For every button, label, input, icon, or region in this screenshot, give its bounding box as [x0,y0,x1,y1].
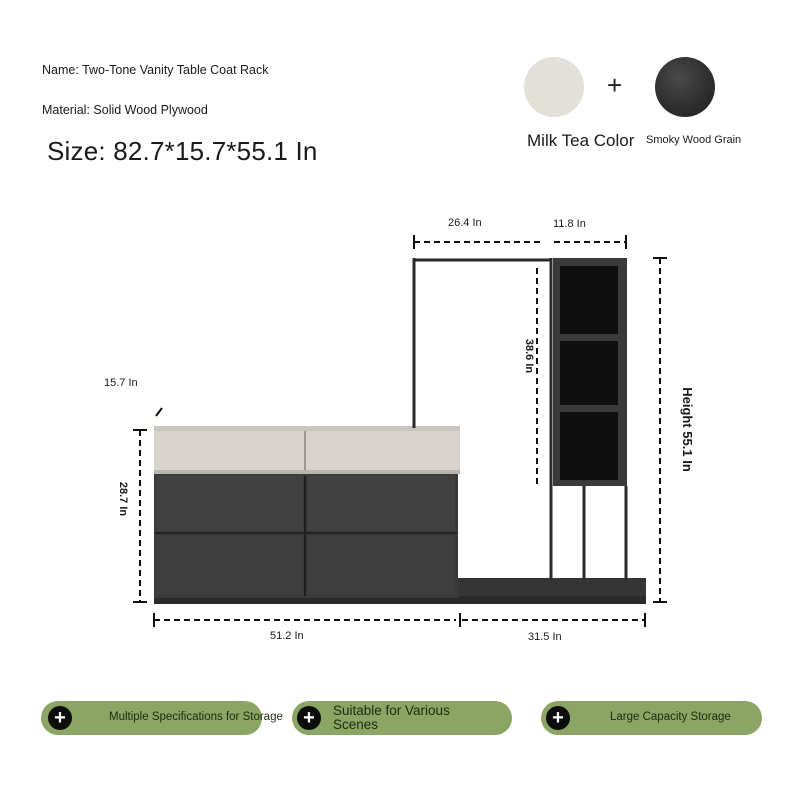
milk-tea-label: Milk Tea Color [527,131,635,150]
product-material: Material: Solid Wood Plywood [42,103,208,117]
plus-icon: + [546,706,570,730]
plus-icon: + [48,706,72,730]
total-height-label: Height 55.1 In [679,387,695,472]
shelf-width-label: 11.8 In [553,218,586,230]
rack-height-label: 38.6 In [523,338,536,374]
product-size: Size: 82.7*15.7*55.1 In [47,136,318,166]
base-width-label: 31.5 In [528,631,562,643]
feature-label: Suitable for Various Scenes [333,703,450,732]
plus-icon: + [607,70,623,100]
feature-label: Multiple Specifications for Storage [109,711,283,723]
drawer-bottom-right [308,536,455,594]
drawer-mid-right [308,476,455,531]
feature-pill-storage-specs [41,701,283,735]
drawer-mid-left [157,476,303,531]
smoky-wood-label: Smoky Wood Grain [646,134,742,146]
drawer-bottom-left [157,536,303,594]
feature-label: Large Capacity Storage [610,711,731,723]
dresser-width-label: 51.2 In [270,630,304,642]
plus-icon: + [297,706,321,730]
top-drawers [154,426,460,474]
dresser-height-label: 28.7 In [117,481,130,517]
product-name: Name: Two-Tone Vanity Table Coat Rack [42,63,269,77]
feature-pill-various-scenes [292,701,512,735]
feature-pill-large-capacity [541,701,762,735]
rack-width-label: 26.4 In [448,217,482,229]
depth-label: 15.7 In [104,377,138,389]
